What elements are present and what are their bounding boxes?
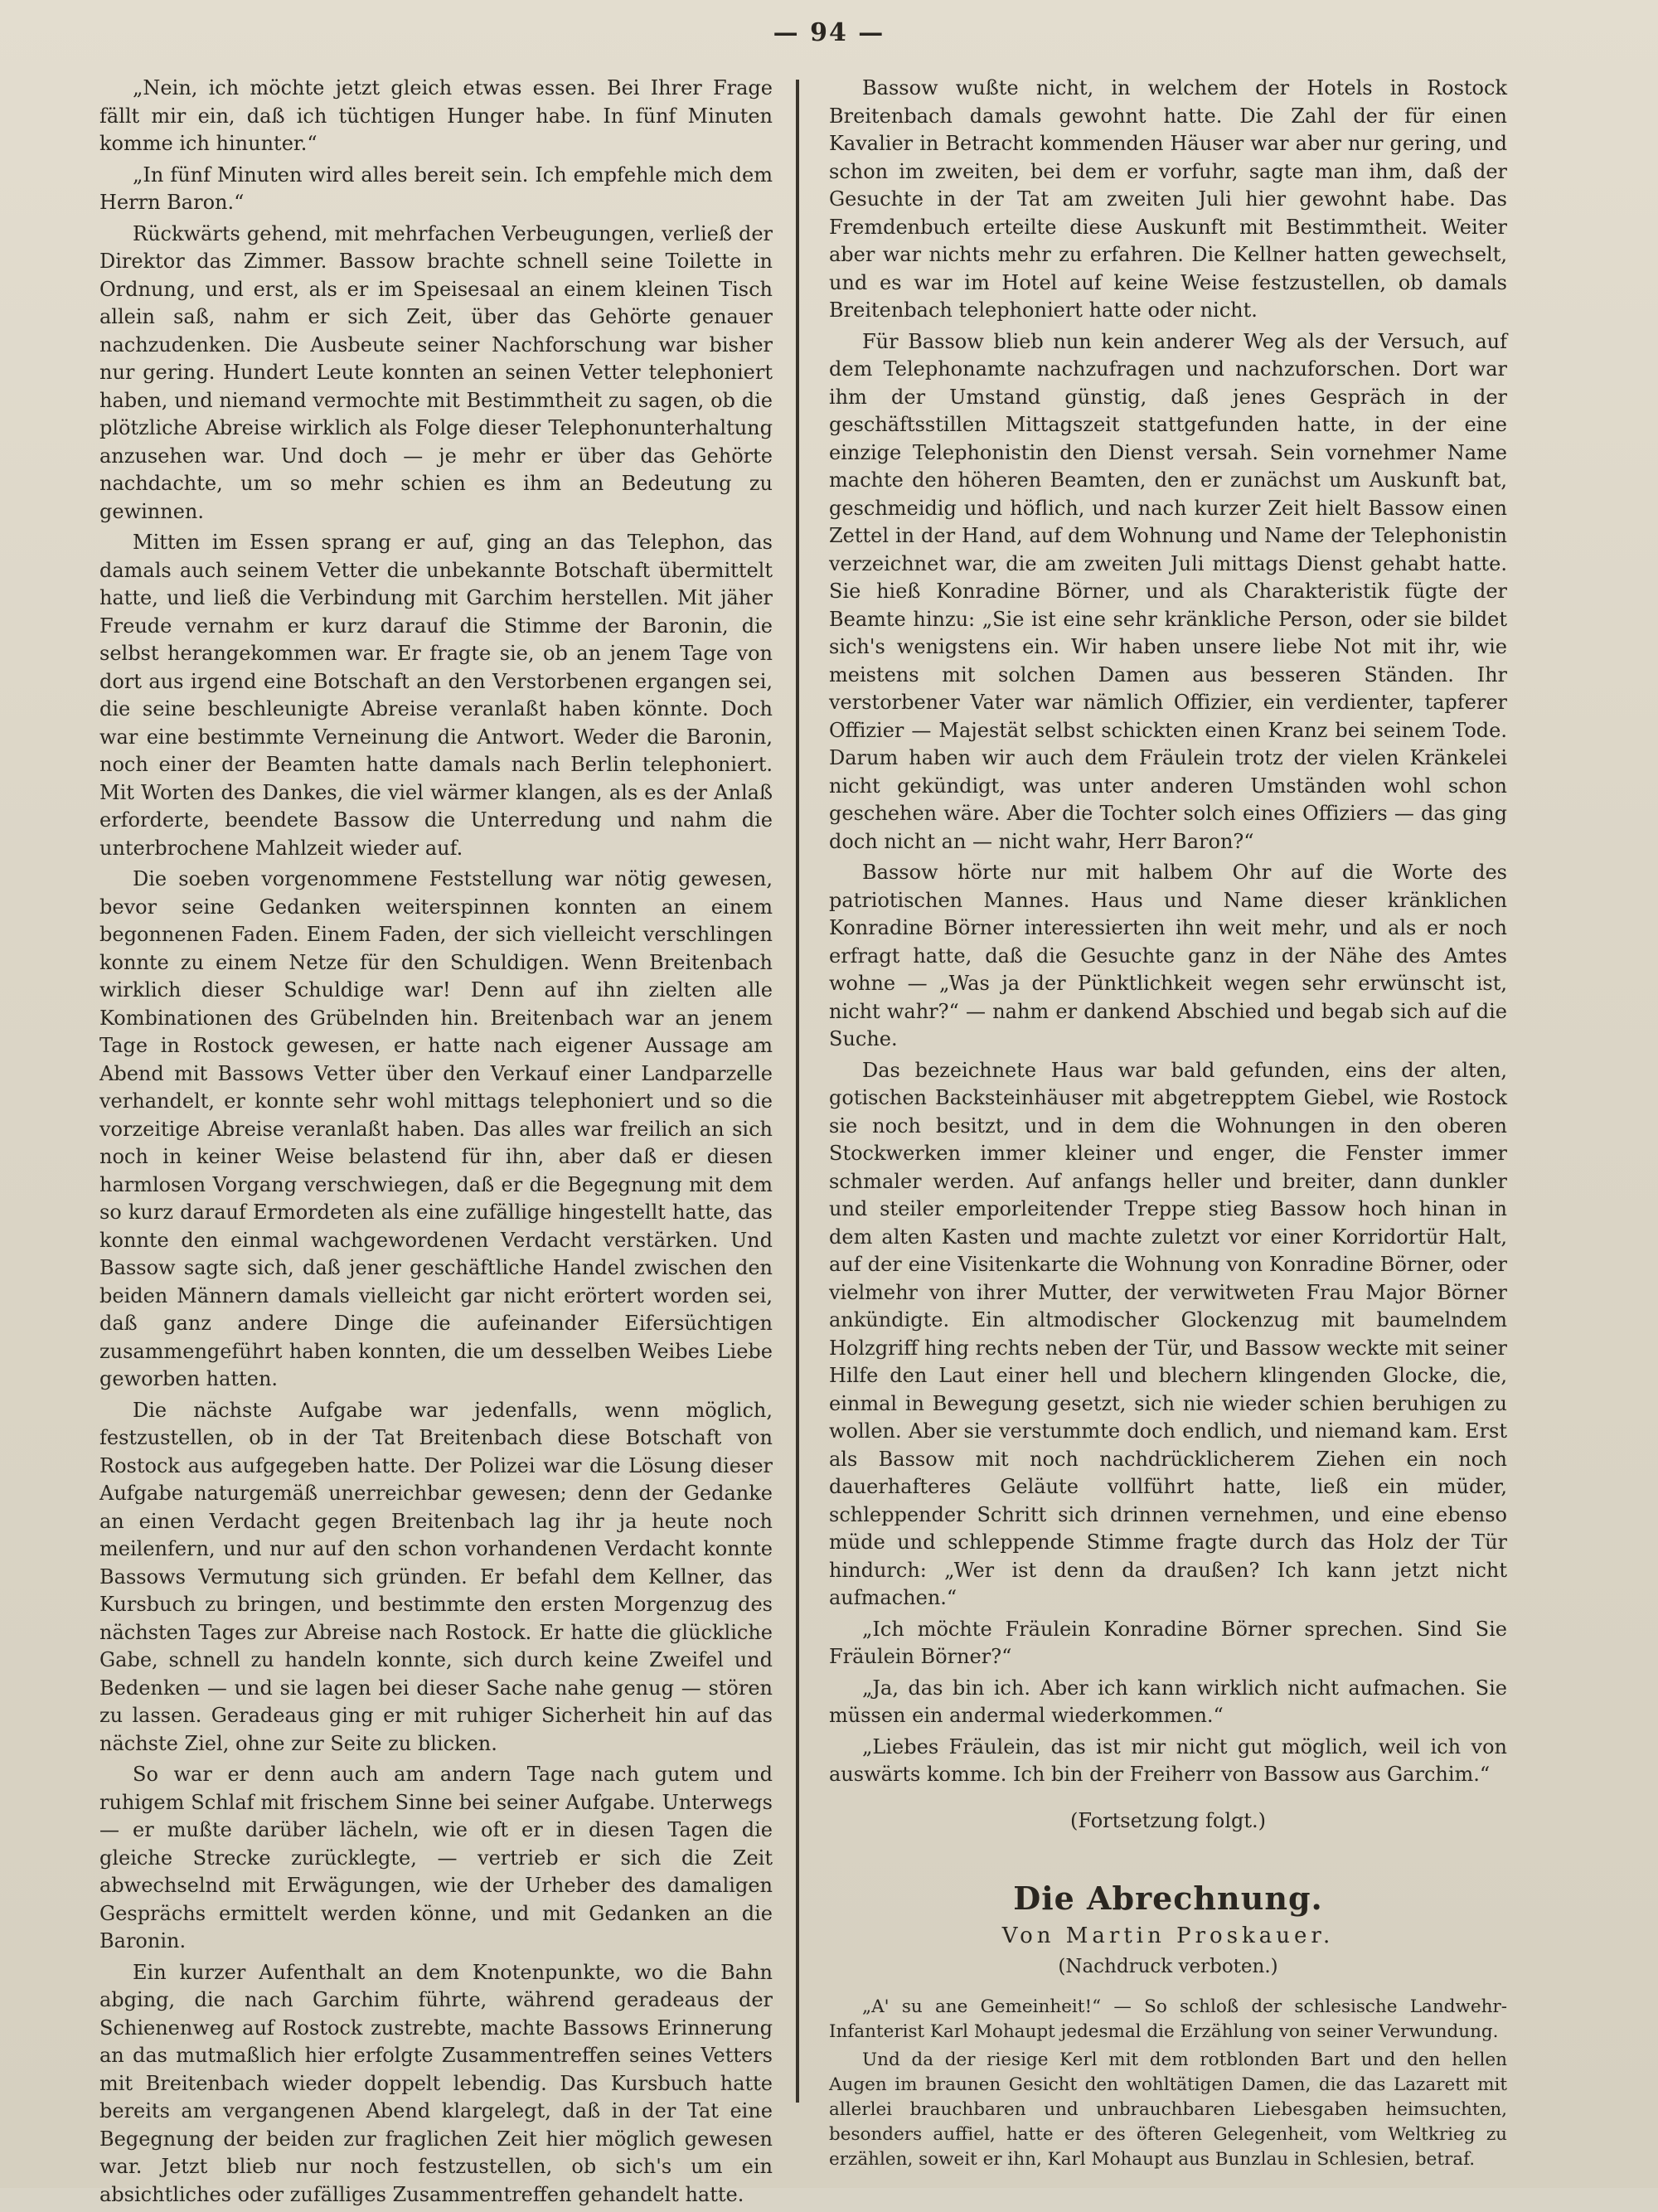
- right-paragraph: Bassow hörte nur mit halbem Ohr auf die Worte des patriotischen Mannes. Haus und Name dieser kränklichen Konradine Börner interessierten ihn weit mehr, und als er noch erfragt hatte, daß die Gesuchte ganz in der Nähe des Amtes wohne — „Was ja der Pünktlichkeit wegen sehr erwünscht ist, nicht wahr?“ — nahm er dankend Abschied und begab sich auf die Suche.: [829, 861, 1507, 1050]
- story-body: [829, 1995, 1507, 2172]
- right-column: [829, 75, 1507, 2176]
- right-paragraph: Das bezeichnete Haus war bald gefunden, eins der alten, gotischen Backsteinhäuser mit abgetrepptem Giebel, wie Rostock sie noch besitzt, und in dem die Wohnungen in den oberen Stockwerken immer kleiner und enger, die Fenster immer schmaler werden. Auf anfangs heller und breiter, dann dunkler und steiler emporleitender Treppe stieg Bassow hoch hinan in dem alten Kasten und machte zuletzt vor einer Korridortür Halt, auf der eine Visitenkarte die Wohnung von Konradine Börner, oder vielmehr von ihrer Mutter, der verwitweten Frau Major Börner ankündigte. Ein altmodischer Glockenzug mit baumelndem Holzgriff hing rechts neben der Tür, und Bassow weckte mit seiner Hilfe den Laut einer hell und blechern klingenden Glocke, die, einmal in Bewegung gesetzt, sich nie wieder schien beruhigen zu wollen. Aber sie verstummte doch endlich, und niemand kam. Erst als Bassow mit noch nachdrücklicherem Ziehen ein noch dauerhafteres Geläute vollführt hatte, ließ ein müder, schleppender Schritt sich drinnen vernehmen, und eine ebenso müde und schleppende Stimme fragte durch das Holz der Tür hindurch: „Wer ist denn da draußen? Ich kann jetzt nicht aufmachen.“: [829, 1058, 1507, 1609]
- left-paragraph: So war er denn auch am andern Tage nach gutem und ruhigem Schlaf mit frischem Sinne bei seiner Aufgabe. Unterwegs — er mußte darüber lächeln, wie oft er in diesen Tagen die gleiche Strecke zurücklegte, — vertrieb er sich die Zeit abwechselnd mit Erwägungen, wie der Urheber des damaligen Gesprächs ermittelt werden könne, und mit Gedanken an die Baronin.: [99, 1763, 773, 1952]
- left-column: [99, 75, 773, 2212]
- column-divider: [796, 80, 799, 2103]
- story-paragraph: Und da der riesige Kerl mit dem rotblonden Bart und den hellen Augen im braunen Gesicht den wohltätigen Damen, die das Lazarett mit allerlei brauchbaren und unbrauchbaren Liebesgaben heimsuchten, besonders auffiel, hatte er des öfteren Gelegenheit, vom Weltkrieg zu erzählen, soweit er ihn, Karl Mohaupt aus Bunzlau in Schlesien, betraf.: [829, 2049, 1507, 2170]
- left-paragraph: „Nein, ich möchte jetzt gleich etwas essen. Bei Ihrer Frage fällt mir ein, daß ich tüchtigen Hunger habe. In fünf Minuten komme ich hinunter.“: [99, 76, 773, 155]
- left-paragraph: Die nächste Aufgabe war jedenfalls, wenn möglich, festzustellen, ob in der Tat Breitenbach diese Botschaft von Rostock aus aufgegeben hatte. Der Polizei war die Lösung dieser Aufgabe naturgemäß unerreichbar gewesen; denn der Gedanke an einen Verdacht gegen Breitenbach lag ihr ja heute noch meilenfern, und nur auf den schon vorhandenen Verdacht konnte Bassows Vermutung sich gründen. Er befahl dem Kellner, das Kursbuch zu bringen, und bestimmte den ersten Morgenzug des nächsten Tages zur Abreise nach Rostock. Er hatte die glückliche Gabe, schnell zu handeln konnte, sich durch keine Zweifel und Bedenken — und sie lagen bei dieser Sache nahe genug — stören zu lassen. Geradeaus ging er mit ruhiger Sicherheit hin auf das nächste Ziel, ohne zur Seite zu blicken.: [99, 1398, 773, 1755]
- story-reprint-note: (Nachdruck verboten.): [1058, 1956, 1278, 1977]
- right-paragraph: „Ich möchte Fräulein Konradine Börner sprechen. Sind Sie Fräulein Börner?“: [829, 1617, 1507, 1668]
- right-paragraph: „Liebes Fräulein, das ist mir nicht gut möglich, weil ich von auswärts komme. Ich bin der Freiherr von Bassow aus Garchim.“: [829, 1734, 1507, 1786]
- left-paragraph: Mitten im Essen sprang er auf, ging an das Telephon, das damals auch seinem Vetter die unbekannte Botschaft übermittelt hatte, und ließ die Verbindung mit Garchim herstellen. Mit jäher Freude vernahm er kurz darauf die Stimme der Baronin, die selbst herangekommen war. Er fragte sie, ob an jenem Tage von dort aus irgend eine Botschaft an den Verstorbenen ergangen sei, die seine beschleunigte Abreise veranlaßt haben könnte. Doch war eine bestimmte Verneinung die Antwort. Weder die Baronin, noch einer der Beamten hatte damals nach Berlin telephoniert. Mit Worten des Dankes, die viel wärmer klangen, als es der Anlaß erforderte, beendete Bassow die Unterredung und nahm die unterbrochene Mahlzeit wieder auf.: [99, 531, 773, 860]
- left-paragraph: „In fünf Minuten wird alles bereit sein. Ich empfehle mich dem Herrn Baron.“: [99, 163, 773, 214]
- page-number: — 94 —: [773, 18, 885, 47]
- right-paragraph: Bassow wußte nicht, in welchem der Hotels in Rostock Breitenbach damals gewohnt hatte. Die Zahl der für einen Kavalier in Betracht kommenden Häuser war aber nur gering, und schon im zweiten, bei dem er vorfuhr, sagte man ihm, daß der Gesuchte in der Tat am zweiten Juli hier gewohnt habe. Das Fremdenbuch erteilte diese Auskunft mit Bestimmtheit. Weiter aber war nichts mehr zu erfahren. Die Kellner hatten gewechselt, und es war im Hotel auf keine Weise festzustellen, ob damals Breitenbach telephoniert hatte oder nicht.: [829, 76, 1507, 322]
- left-paragraph: Ein kurzer Aufenthalt an dem Knotenpunkte, wo die Bahn abging, die nach Garchim führte, während geradeaus der Schienenweg auf Rostock zustrebte, machte Bassows Erinnerung an das mutmaßlich hier erfolgte Zusammentreffen seines Vetters mit Breitenbach wieder doppelt lebendig. Das Kursbuch hatte bereits am vergangenen Abend klargelegt, daß in der Tat eine Begegnung der beiden zur fraglichen Zeit hier möglich gewesen war. Jetzt blieb nur noch festzustellen, ob sich's um ein absichtliches oder zufälliges Zusammentreffen gehandelt hatte.: [99, 1960, 773, 2206]
- story-title: Die Abrechnung.: [1013, 1880, 1323, 1917]
- left-paragraph: Die soeben vorgenommene Feststellung war nötig gewesen, bevor seine Gedanken weiterspinnen konnten an einem begonnenen Faden. Einem Faden, der sich vielleicht verschlingen konnte zu einem Netze für den Schuldigen. Wenn Breitenbach wirklich dieser Schuldige war! Denn auf ihn zielten alle Kombinationen des Grübelnden hin. Breitenbach war an jenem Tage in Rostock gewesen, er hatte nach eigener Aussage am Abend mit Bassows Vetter über den Verkauf einer Landparzelle verhandelt, er konnte sehr wohl mittags telephoniert und so die vorzeitige Abreise veranlaßt haben. Das alles war freilich an sich noch in keiner Weise belastend für ihn, aber daß er diesen harmlosen Vorgang verschwiegen, daß er die Begegnung mit dem so kurz darauf Ermordeten als eine zufällige hingestellt hatte, das konnte den einmal wachgewordenen Verdacht verstärken. Und Bassow sagte sich, daß jener geschäftliche Handel zwischen den beiden Männern damals vielleicht gar nicht erörtert worden sei, daß ganz andere Dinge die aufeinander Eifersüchtigen zusammengeführt haben konnten, die um desselben Weibes Liebe geworben hatten.: [99, 867, 773, 1390]
- right-paragraph: „Ja, das bin ich. Aber ich kann wirklich nicht aufmachen. Sie müssen ein andermal wiederkommen.“: [829, 1676, 1507, 1727]
- continuation-note: (Fortsetzung folgt.): [1070, 1808, 1266, 1832]
- right-paragraph: Für Bassow blieb nun kein anderer Weg als der Versuch, auf dem Telephonamte nachzufragen und nachzuforschen. Dort war ihm der Umstand günstig, daß jenes Gespräch in der geschäftsstillen Mittagszeit stattgefunden hatte, in der eine einzige Telephonistin den Dienst versah. Sein vornehmer Name machte den höheren Beamten, den er zunächst um Auskunft bat, geschmeidig und höflich, und nach kurzer Zeit hielt Bassow einen Zettel in der Hand, auf dem Wohnung und Name der Telephonistin verzeichnet war, die am zweiten Juli mittags Dienst gehabt hatte. Sie hieß Konradine Börner, und als Charakteristik fügte der Beamte hinzu: „Sie ist eine sehr kränkliche Person, oder sie bildet sich's wenigstens ein. Wir haben unsere liebe Not mit ihr, wie meistens mit solchen Damen aus besseren Ständen. Ihr verstorbener Vater war nämlich Offizier, ein verdienter, tapferer Offizier — Majestät selbst schickten einen Kranz bei seinem Tode. Darum haben wir auch dem Fräulein trotz der vielen Kränkelei nicht gekündigt, was unter anderen Umständen wohl schon geschehen wäre. Aber die Tochter solch eines Offiziers — das ging doch nicht an — nicht wahr, Herr Baron?“: [829, 329, 1507, 853]
- story-paragraph: „A' su ane Gemeinheit!“ — So schloß der schlesische Landwehr-Infanterist Karl Mohaupt jedesmal die Erzählung von seiner Verwundung.: [829, 1996, 1507, 2042]
- left-paragraph: Rückwärts gehend, mit mehrfachen Verbeugungen, verließ der Direktor das Zimmer. Bassow brachte schnell seine Toilette in Ordnung, und erst, als er im Speisesaal an einem kleinen Tisch allein saß, nahm er sich Zeit, über das Gehörte genauer nachzudenken. Die Ausbeute seiner Nachforschung war bisher nur gering. Hundert Leute konnten an seinen Vetter telephoniert haben, und niemand vermochte mit Bestimmtheit zu sagen, ob die plötzliche Abreise wirklich als Folge dieser Telephonunterhaltung anzusehen war. Und doch — je mehr er über das Gehörte nachdachte, um so mehr schien es ihm an Bedeutung zu gewinnen.: [99, 221, 773, 523]
- story-author: Von Martin Proskauer.: [1001, 1923, 1335, 1948]
